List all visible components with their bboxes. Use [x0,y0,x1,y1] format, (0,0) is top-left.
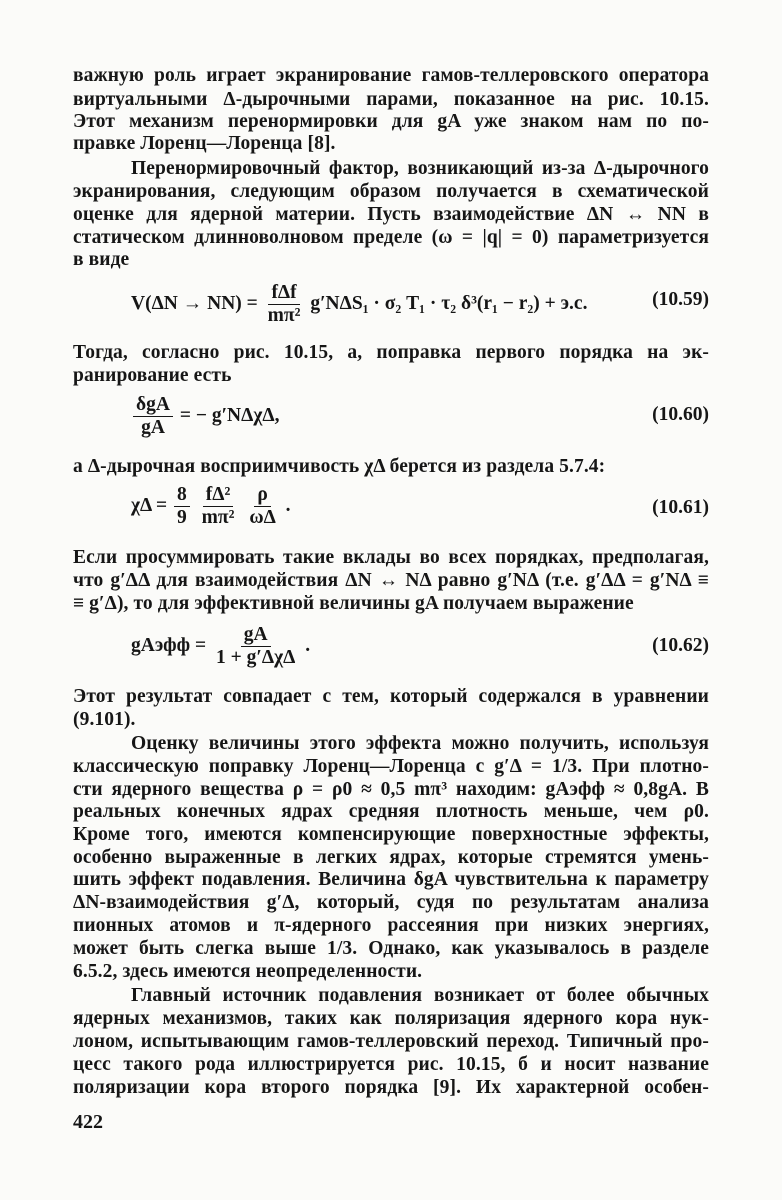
equation-number: (10.62) [652,635,709,656]
text-line: оценке для ядерной материи. Пусть взаимодействие ΔN ↔ NN в [73,204,709,225]
text-line: лоном, испытывающим гамов-теллеровский переход. Типичный про- [73,1031,709,1052]
page-number: 422 [73,1111,103,1133]
equation-10-61: χΔ = $\frac{8}{9}$ $\frac{\text{fΔ²}}{\text{mπ²}}$ $\frac{\rho}{\omega\Delta}$ . [131,484,291,528]
text-line: ≡ g′Δ), то для эффективной величины gA получаем выражение [73,593,634,614]
text-line: а Δ-дырочная восприимчивость χΔ берется из раздела 5.7.4: [73,456,606,477]
equation-10-62: gAэфф = $\frac{gA}{\text{1 + g′ΔχΔ}}$ . [131,624,311,668]
text-line: особенно выраженные в легких ядрах, которые стремятся умень- [73,847,709,868]
text-line: правке Лоренц—Лоренца [8]. [73,133,336,154]
text-line: виртуальными Δ-дырочными парами, показанное на рис. 10.15. [73,89,709,110]
equation-number: (10.60) [652,404,709,425]
text-line: в виде [73,249,130,270]
text-line: цесс такого рода иллюстрируется рис. 10.15, б и носит название [73,1054,709,1075]
text-line: Этот результат совпадает с тем, который содержался в уравнении [73,686,709,707]
text-line: шить эффект подавления. Величина δgA чувствительна к параметру [73,869,709,890]
text-line: поляризации кора второго порядка [9]. Их характерной особен- [73,1077,709,1098]
text-line: классическую поправку Лоренц—Лоренца с g′Δ = 1/3. При плотно- [73,756,709,777]
text-line: ядерных механизмов, таких как поляризация ядерного кора нук- [73,1008,709,1029]
text-line: Тогда, согласно рис. 10.15, а, поправка первого порядка на эк- [73,342,709,363]
equation-number: (10.61) [652,497,709,518]
text-line: ранирование есть [73,365,232,386]
text-line: Кроме того, имеются компенсирующие поверхностные эффекты, [73,824,709,845]
text-line: может быть слегка выше 1/3. Однако, как указывалось в разделе [73,938,709,959]
text-line: Перенормировочный фактор, возникающий из-за Δ-дырочного [131,158,709,179]
text-line: Главный источник подавления возникает от более обычных [131,985,709,1006]
equation-10-60: $\frac{\text{δgA}}{gA}$ = − g′NΔχΔ, [131,394,279,439]
text-line: Оценку величины этого эффекта можно получить, используя [131,733,709,754]
text-line: экранирования, следующим образом получается в схематической [73,181,709,202]
text-line: реальных конечных ядрах средняя плотность меньше, чем ρ0. [73,801,709,822]
equation-10-59: V(ΔN → NN) = $\frac{\text{fΔf}}{\text{mπ²}}$ g′NΔS₁ · σ₂ T₁ · τ₂ δ³(r₁ − r₂) + э.с. [131,282,588,326]
equation-number: (10.59) [652,289,709,310]
text-line: 6.5.2, здесь имеются неопределенности. [73,961,423,982]
text-line: статическом длинноволновом пределе (ω = |q| = 0) параметризуется [73,227,709,248]
text-line: важную роль играет экранирование гамов-теллеровского оператора [73,65,709,86]
text-line: пионных атомов и π-ядерного рассеяния при низких энергиях, [73,915,709,936]
text-line: ΔN-взаимодействия g′Δ, который, судя по результатам анализа [73,892,709,913]
text-line: Если просуммировать такие вклады во всех порядках, предполагая, [73,547,709,568]
text-line: сти ядерного вещества ρ = ρ0 ≈ 0,5 mπ³ находим: gAэфф ≈ 0,8gA. В [73,779,709,800]
text-line: (9.101). [73,709,136,730]
text-line: что g′ΔΔ для взаимодействия ΔN ↔ NΔ равно g′NΔ (т.е. g′ΔΔ = g′NΔ ≡ [73,570,709,591]
text-line: Этот механизм перенормировки для gA уже знаком нам по по- [73,111,709,132]
